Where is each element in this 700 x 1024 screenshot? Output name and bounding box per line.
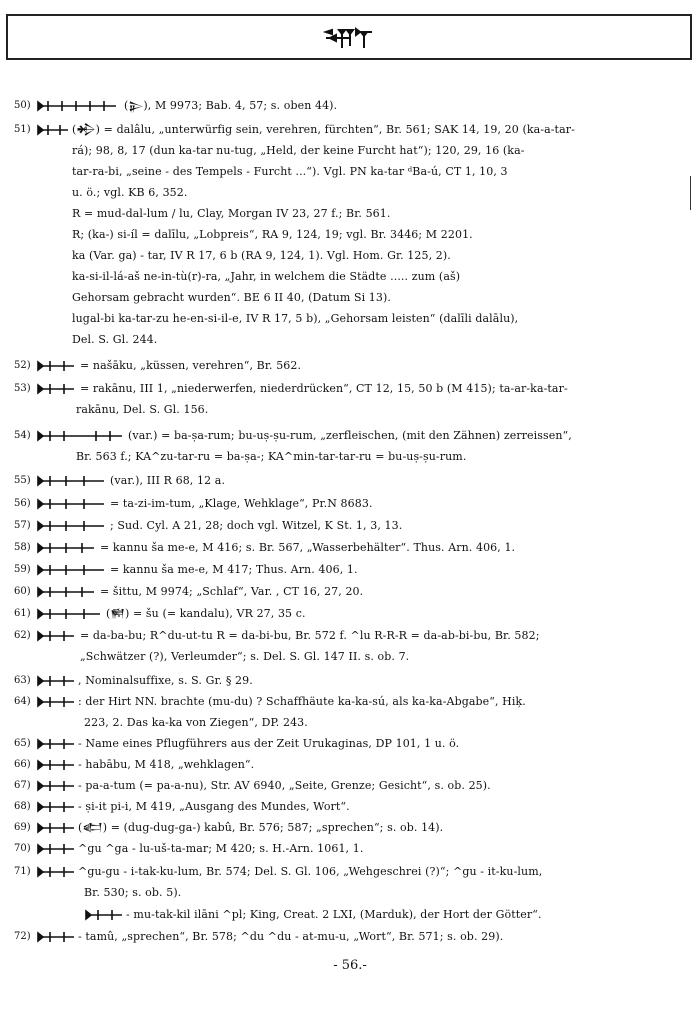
entry-line: [0, 927, 700, 947]
entry-line: [0, 560, 700, 580]
entry-line: [0, 582, 700, 602]
entry-text: Br. 563 f.; KA^zu-tar-ru = ba-ṣa-; KA^min-tar-tar-ru = bu-uṣ-ṣu-rum.: [76, 450, 467, 463]
cuneiform-sign-icon: [36, 696, 76, 708]
entry-number: 51): [14, 124, 31, 135]
cuneiform-sign-icon: [36, 564, 106, 576]
entry-text: tar-ra-bi, „seine - des Tempels - Furcht ...“). Vgl. PN ka-tar ᵈBa-ú, CT 1, 10, 3: [72, 165, 508, 178]
entry-text: (𒉌), M 9973; Bab. 4, 57; s. oben 44).: [124, 99, 338, 112]
entry-line: [0, 626, 700, 646]
cuneiform-sign-icon: [36, 430, 124, 442]
entry-number: 65): [14, 738, 31, 749]
entry-number: 52): [14, 360, 31, 371]
entry-text: Br. 530; s. ob. 5).: [84, 886, 182, 899]
entry-line: [0, 538, 700, 558]
cuneiform-sign-icon: [36, 520, 106, 532]
entry-text: = ta-zi-im-tum, „Klage, Wehklage“, Pr.N 8683.: [110, 497, 373, 510]
entry-line: [0, 309, 700, 329]
cuneiform-sign-icon: [36, 843, 76, 855]
entry-text: R; (ka-) si-íl = dalīlu, „Lobpreis“, RA 9, 124, 19; vgl. Br. 3446; M 2201.: [72, 228, 473, 241]
entry-text: - mu-tak-kil ilāni ^pl; King, Creat. 2 LXI, (Marduk), der Hort der Götter“.: [126, 908, 542, 921]
entry-text: = rakānu, III 1, „niederwerfen, niederdrücken“, CT 12, 15, 50 b (M 415); ta-ar-ka-tar-: [80, 382, 568, 395]
entry-line: [0, 120, 700, 140]
cuneiform-sign-icon: [36, 866, 76, 878]
entry-line: [0, 288, 700, 308]
entry-number: 69): [14, 822, 31, 833]
cuneiform-sign-icon: [36, 608, 102, 620]
cuneiform-sign-icon: [36, 586, 96, 598]
entry-line: [0, 246, 700, 266]
entry-text: = našāku, „küssen, verehren“, Br. 562.: [80, 359, 302, 372]
entry-text: - pa-a-tum (= pa-a-nu), Str. AV 6940, „Seite, Grenze; Gesicht“, s. ob. 25).: [78, 779, 491, 792]
entry-text: lugal-bi ka-tar-zu he-en-si-il-e, IV R 17, 5 b), „Gehorsam leisten“ (dalīli dalālu),: [72, 312, 519, 325]
entry-text: rakānu, Del. S. Gl. 156.: [76, 403, 209, 416]
entry-text: - ṣi-it pi-i, M 419, „Ausgang des Mundes, Wort“.: [78, 800, 350, 813]
cuneiform-sign-icon: [36, 475, 106, 487]
entry-line: [0, 604, 700, 624]
entry-text: „Schwätzer (?), Verleumder“; s. Del. S. Gl. 147 II. s. ob. 7.: [80, 650, 410, 663]
entry-line: [0, 734, 700, 754]
entry-text: - habābu, M 418, „wehklagen“.: [78, 758, 255, 771]
entry-line: [0, 141, 700, 161]
entry-text: ^gu ^ga - lu-uš-ta-mar; M 420; s. H.-Arn. 1061, 1.: [78, 842, 364, 855]
entry-number: 56): [14, 498, 31, 509]
entry-number: 70): [14, 843, 31, 854]
entry-text: R = mud-dal-lum / lu, Clay, Morgan IV 23, 27 f.; Br. 561.: [72, 207, 391, 220]
entry-text: (𒄈) = dalâlu, „unterwürfig sein, verehren, fürchten“, Br. 561; SAK 14, 19, 20 (ka-a-tar-: [72, 123, 575, 136]
entry-text: rá); 98, 8, 17 (dun ka-tar nu-tug, „Held, der keine Furcht hat“); 120, 29, 16 (ka-: [72, 144, 525, 157]
entry-line: [0, 776, 700, 796]
cuneiform-sign-icon: [36, 759, 76, 771]
entry-text: - tamû, „sprechen“, Br. 578; ^du ^du - at-mu-u, „Wort“, Br. 571; s. ob. 29).: [78, 930, 504, 943]
cuneiform-sign-icon: [36, 100, 120, 112]
entry-number: 53): [14, 383, 31, 394]
cuneiform-sign-icon: [36, 931, 76, 943]
entry-number: 64): [14, 696, 31, 707]
entry-line: [0, 426, 700, 446]
entry-line: [0, 797, 700, 817]
entry-text: = kannu ša me-e, M 417; Thus. Arn. 406, 1.: [110, 563, 358, 576]
entry-line: [0, 471, 700, 491]
entry-line: [0, 516, 700, 536]
entry-line: [0, 713, 700, 733]
entry-line: [0, 96, 700, 116]
entry-text: ka (Var. ga) - tar, IV R 17, 6 b (RA 9, 124, 1). Vgl. Hom. Gr. 125, 2).: [72, 249, 451, 262]
entry-number: 68): [14, 801, 31, 812]
entry-number: 60): [14, 586, 31, 597]
entry-line: [0, 671, 700, 691]
cuneiform-sign-icon: [36, 801, 76, 813]
entry-text: (var.) = ba-ṣa-rum; bu-uṣ-ṣu-rum, „zerfleischen, (mit den Zähnen) zerreissen“,: [128, 429, 572, 442]
cuneiform-sign-icon: [36, 498, 106, 510]
entry-text: (var.), III R 68, 12 a.: [110, 474, 226, 487]
cuneiform-sign-icon: [36, 822, 76, 834]
entry-line: [0, 883, 700, 903]
entry-number: 72): [14, 931, 31, 942]
entry-line: [0, 692, 700, 712]
cuneiform-sign-icon: [36, 383, 76, 395]
entry-text: u. ö.; vgl. KB 6, 352.: [72, 186, 188, 199]
entry-line: [0, 494, 700, 514]
entry-line: [0, 755, 700, 775]
entry-number: 61): [14, 608, 31, 619]
entry-number: 54): [14, 430, 31, 441]
entry-line: [0, 447, 700, 467]
entry-line: [0, 162, 700, 182]
entry-number: 59): [14, 564, 31, 575]
entry-line: [0, 818, 700, 838]
cuneiform-sign-icon: [36, 124, 70, 136]
entry-line: [0, 330, 700, 350]
entry-text: ; Sud. Cyl. A 21, 28; doch vgl. Witzel, K St. 1, 3, 13.: [110, 519, 403, 532]
entry-text: = kannu ša me-e, M 416; s. Br. 567, „Wasserbehälter“. Thus. Arn. 406, 1.: [100, 541, 516, 554]
entry-text: Del. S. Gl. 244.: [72, 333, 158, 346]
cuneiform-sign-icon: [36, 542, 96, 554]
cuneiform-sign-icon: [36, 360, 76, 372]
entry-text: = da-ba-bu; R^du-ut-tu R = da-bi-bu, Br. 572 f. ^lu R-R-R = da-ab-bi-bu, Br. 582;: [80, 629, 540, 642]
cuneiform-sign-icon: [84, 909, 124, 921]
entry-number: 67): [14, 780, 31, 791]
entry-text: (𒆍) = šu (= kandalu), VR 27, 35 c.: [106, 607, 306, 620]
cuneiform-sign-icon: [36, 630, 76, 642]
entry-number: 63): [14, 675, 31, 686]
entry-text: : der Hirt NN. brachte (mu-du) ? Schaffhäute ka-ka-sú, als ka-ka-Abgabe“, Hiķ.: [78, 695, 526, 708]
entry-text: Gehorsam gebracht wurden“. BE 6 II 40, (Datum Si 13).: [72, 291, 391, 304]
entry-text: 223, 2. Das ka-ka von Ziegen“, DP. 243.: [84, 716, 308, 729]
entry-line: [0, 647, 700, 667]
entry-line: [0, 267, 700, 287]
entry-text: ka-si-il-lá-aš ne-in-tù(r)-ra, „Jahr, in welchem die Städte ..... zum (aš): [72, 270, 461, 283]
entry-line: [0, 356, 700, 376]
entry-number: 66): [14, 759, 31, 770]
page-number: - 56.-: [333, 958, 367, 973]
entry-number: 62): [14, 630, 31, 641]
entry-number: 57): [14, 520, 31, 531]
entry-number: 58): [14, 542, 31, 553]
entry-line: [0, 225, 700, 245]
entry-text: , Nominalsuffixe, s. S. Gr. § 29.: [78, 674, 253, 687]
entry-number: 71): [14, 866, 31, 877]
entry-line: [0, 183, 700, 203]
entry-line: [0, 839, 700, 859]
entry-number: 55): [14, 475, 31, 486]
entry-text: ^gu-gu - i-tak-ku-lum, Br. 574; Del. S. Gl. 106, „Wehgeschrei (?)“; ^gu - it-ku-lum,: [78, 865, 543, 878]
entry-line: [0, 862, 700, 882]
entry-text: - Name eines Pflugführers aus der Zeit Urukaginas, DP 101, 1 u. ö.: [78, 737, 460, 750]
entry-text: (𒅗) = (dug-dug-ga-) kabû, Br. 576; 587; „sprechen“; s. ob. 14).: [78, 821, 444, 834]
cuneiform-sign-icon: [36, 780, 76, 792]
cuneiform-sign-icon: [36, 675, 76, 687]
entry-text: = šittu, M 9974; „Schlaf“, Var. , CT 16, 27, 20.: [100, 585, 364, 598]
entry-line: [0, 204, 700, 224]
entry-line: [0, 379, 700, 399]
entry-number: 50): [14, 100, 31, 111]
entry-line: [0, 400, 700, 420]
entry-line: [0, 905, 700, 925]
cuneiform-sign-icon: [36, 738, 76, 750]
